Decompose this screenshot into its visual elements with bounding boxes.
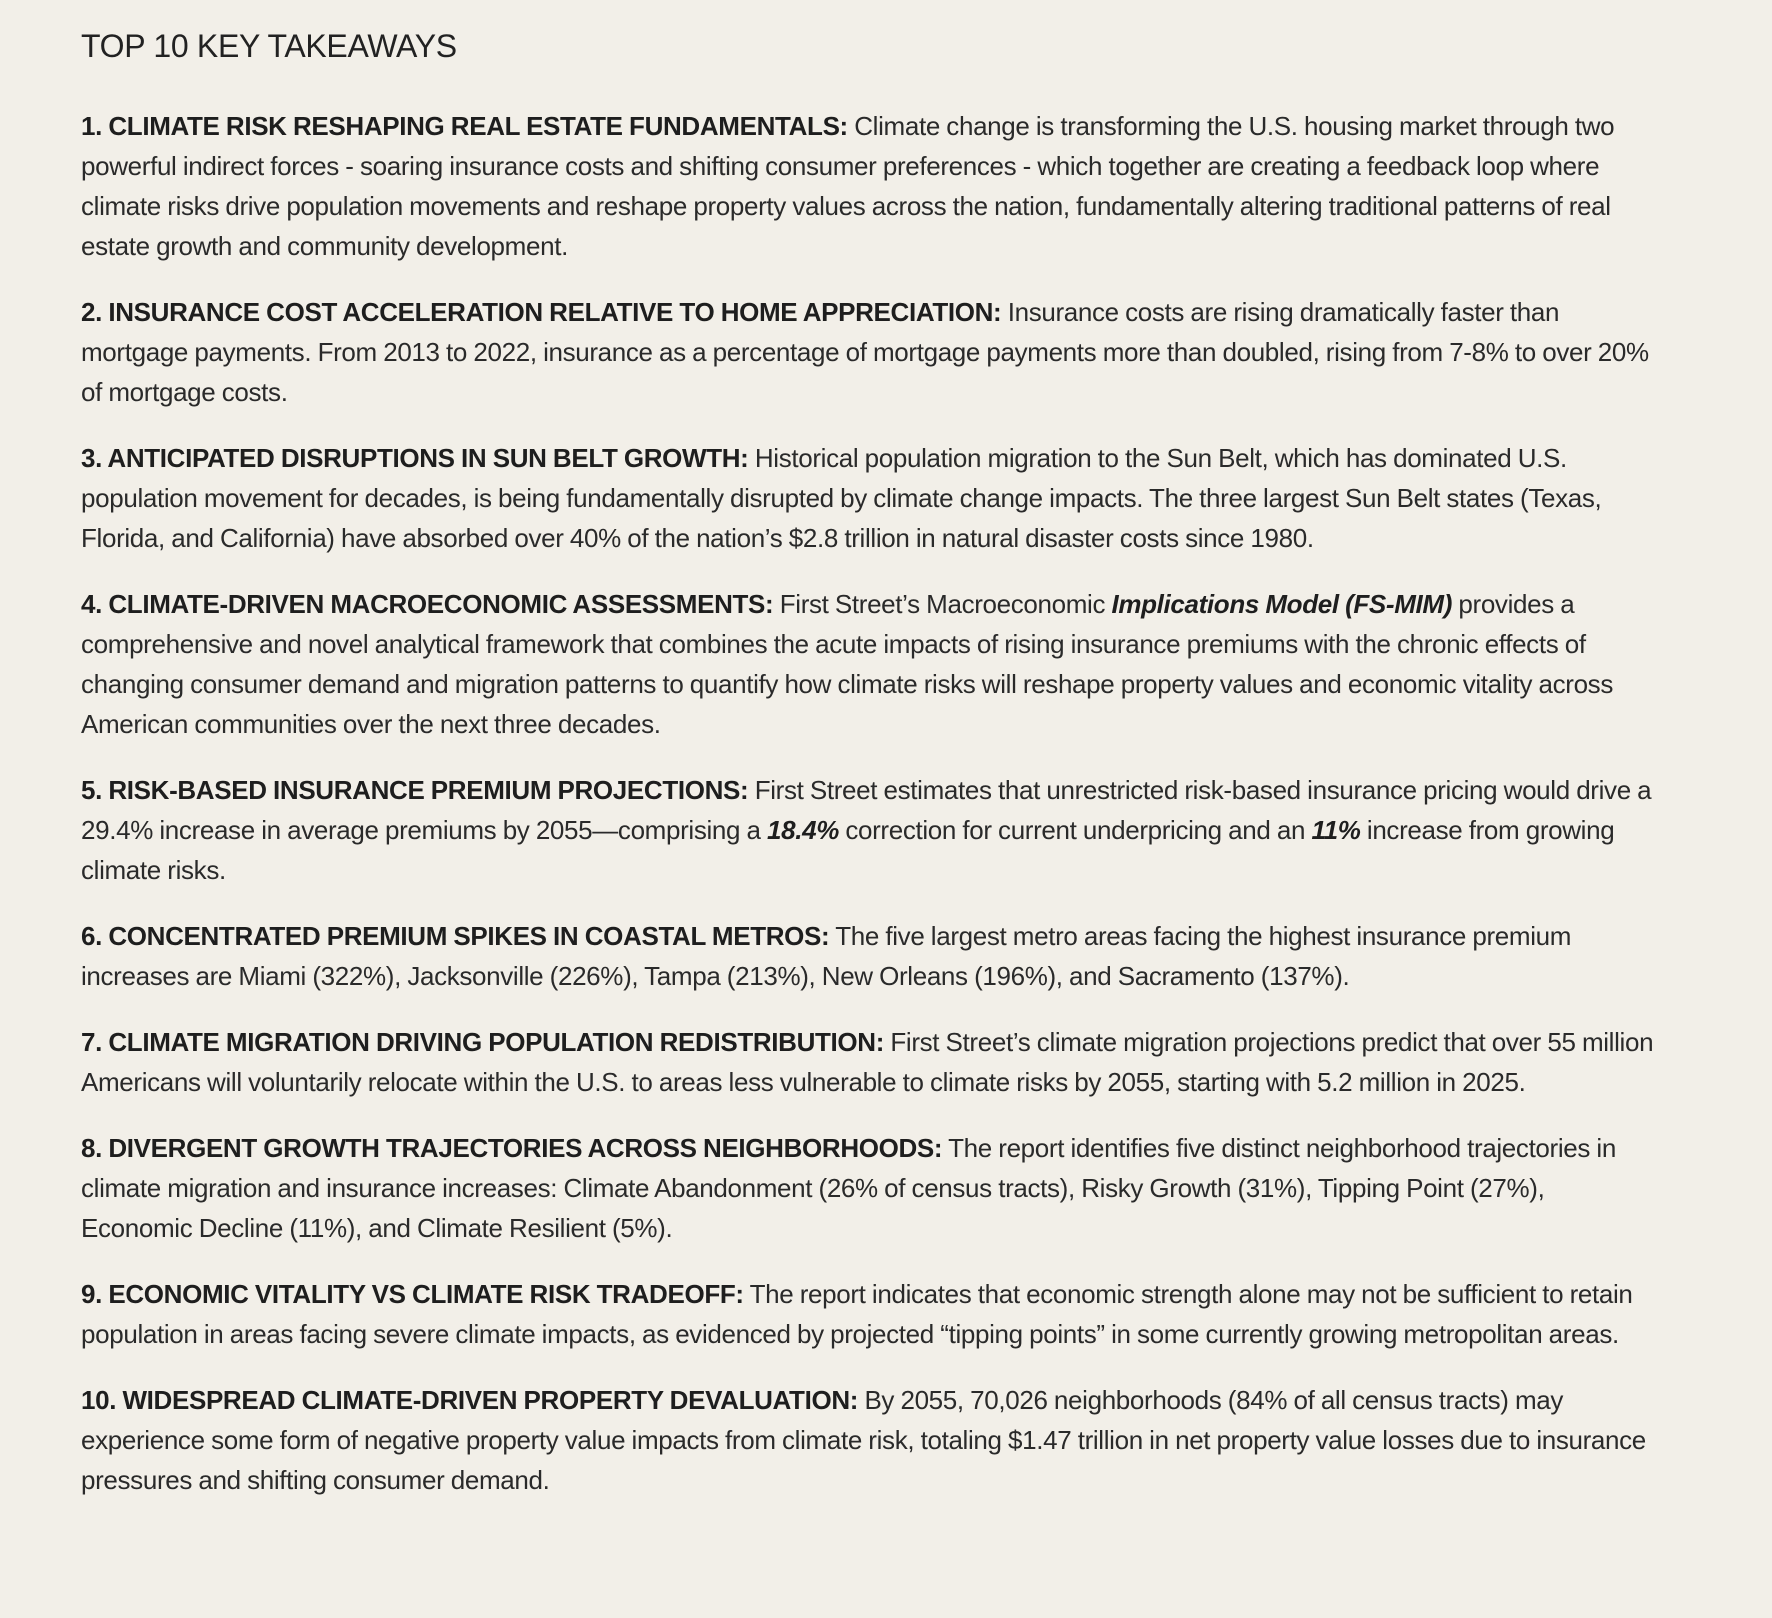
takeaway-body-before: First Street’s Macroeconomic — [779, 589, 1106, 619]
takeaway-item-5 — [81, 770, 1660, 890]
takeaway-body: Climate change is transforming the U.S. housing market through two powerful indirect forces - soaring insurance costs and shifting consumer preferences - which together are creating a feedback loop where climate risks drive population movements and reshape property values across the nation, fundamentally altering traditional patterns of real estate growth and community development. — [81, 111, 1615, 261]
takeaway-body: Insurance costs are rising dramatically faster than mortgage payments. From 2013 to 2022, insurance as a percentage of mortgage payments more than doubled, rising from 7-8% to over 20% of mortgage costs. — [81, 297, 1649, 407]
takeaway-item-6 — [81, 916, 1660, 996]
takeaway-heading: 1. CLIMATE RISK RESHAPING REAL ESTATE FUNDAMENTALS: — [81, 111, 848, 141]
takeaway-body: First Street’s climate migration projections predict that over 55 million Americans will voluntarily relocate within the U.S. to areas less vulnerable to climate risks by 2055, starting with 5.2 million in 2025. — [81, 1027, 1654, 1097]
takeaway-heading: 8. DIVERGENT GROWTH TRAJECTORIES ACROSS NEIGHBORHOODS: — [81, 1133, 943, 1163]
takeaway-heading: 4. CLIMATE-DRIVEN MACROECONOMIC ASSESSMENTS: — [81, 589, 774, 619]
takeaway-heading: 5. RISK-BASED INSURANCE PREMIUM PROJECTIONS: — [81, 775, 749, 805]
takeaway-body-middle: correction for current underpricing and an — [845, 815, 1306, 845]
takeaway-body: The five largest metro areas facing the highest insurance premium increases are Miami (322%), Jacksonville (226%), Tampa (213%), New Orleans (196%), and Sacramento (137%). — [81, 921, 1572, 991]
takeaway-heading: 10. WIDESPREAD CLIMATE-DRIVEN PROPERTY DEVALUATION: — [81, 1385, 859, 1415]
underpricing-percent-emphasis: 18.4% — [766, 815, 839, 845]
takeaway-body: By 2055, 70,026 neighborhoods (84% of all census tracts) may experience some form of negative property value impacts from climate risk, totaling $1.47 trillion in net property value losses due to insurance pressures and shifting consumer demand. — [81, 1385, 1646, 1495]
takeaway-heading: 2. INSURANCE COST ACCELERATION RELATIVE TO HOME APPRECIATION: — [81, 297, 1002, 327]
takeaway-body: The report indicates that economic strength alone may not be sufficient to retain population in areas facing severe climate impacts, as evidenced by projected “tipping points” in some currently growing metropolitan areas. — [81, 1279, 1633, 1349]
takeaway-body: Historical population migration to the Sun Belt, which has dominated U.S. population movement for decades, is being fundamentally disrupted by climate change impacts. The three largest Sun Belt states (Texas, Florida, and California) have absorbed over 40% of the nation’s $2.8 trillion in natural disaster costs since 1980. — [81, 443, 1602, 553]
takeaway-item-8 — [81, 1128, 1660, 1248]
takeaway-heading: 6. CONCENTRATED PREMIUM SPIKES IN COASTAL METROS: — [81, 921, 830, 951]
takeaway-item-9 — [81, 1274, 1660, 1354]
page-title: TOP 10 KEY TAKEAWAYS — [81, 28, 457, 64]
takeaway-item-4 — [81, 584, 1660, 744]
takeaway-body-after: provides a comprehensive and novel analytical framework that combines the acute impacts of rising insurance premiums with the chronic effects of changing consumer demand and migration patterns to quantify how climate risks will reshape property values and economic vitality across American communities over the next three decades. — [81, 589, 1613, 739]
takeaway-heading: 3. ANTICIPATED DISRUPTIONS IN SUN BELT GROWTH: — [81, 443, 749, 473]
takeaway-item-1 — [81, 106, 1660, 266]
takeaway-heading: 9. ECONOMIC VITALITY VS CLIMATE RISK TRADEOFF: — [81, 1279, 744, 1309]
takeaway-heading: 7. CLIMATE MIGRATION DRIVING POPULATION REDISTRIBUTION: — [81, 1027, 885, 1057]
takeaway-item-3 — [81, 438, 1660, 558]
takeaway-item-10 — [81, 1380, 1660, 1500]
takeaway-item-7 — [81, 1022, 1660, 1102]
model-name-emphasis: Implications Model (FS-MIM) — [1111, 589, 1453, 619]
takeaway-body: The report identifies five distinct neighborhood trajectories in climate migration and insurance increases: Climate Abandonment (26% of census tracts), Risky Growth (31%), Tipping Point (27%), Economic Decline (11%), and Climate Resilient (5%). — [81, 1133, 1616, 1243]
climate-risk-percent-emphasis: 11% — [1311, 815, 1361, 845]
takeaway-body-before: First Street estimates that unrestricted risk-based insurance pricing would drive a 29.4% increase in average premiums by 2055—comprising a — [81, 775, 1652, 845]
takeaway-body-after: increase from growing climate risks. — [81, 815, 1615, 885]
takeaway-item-2 — [81, 292, 1660, 412]
